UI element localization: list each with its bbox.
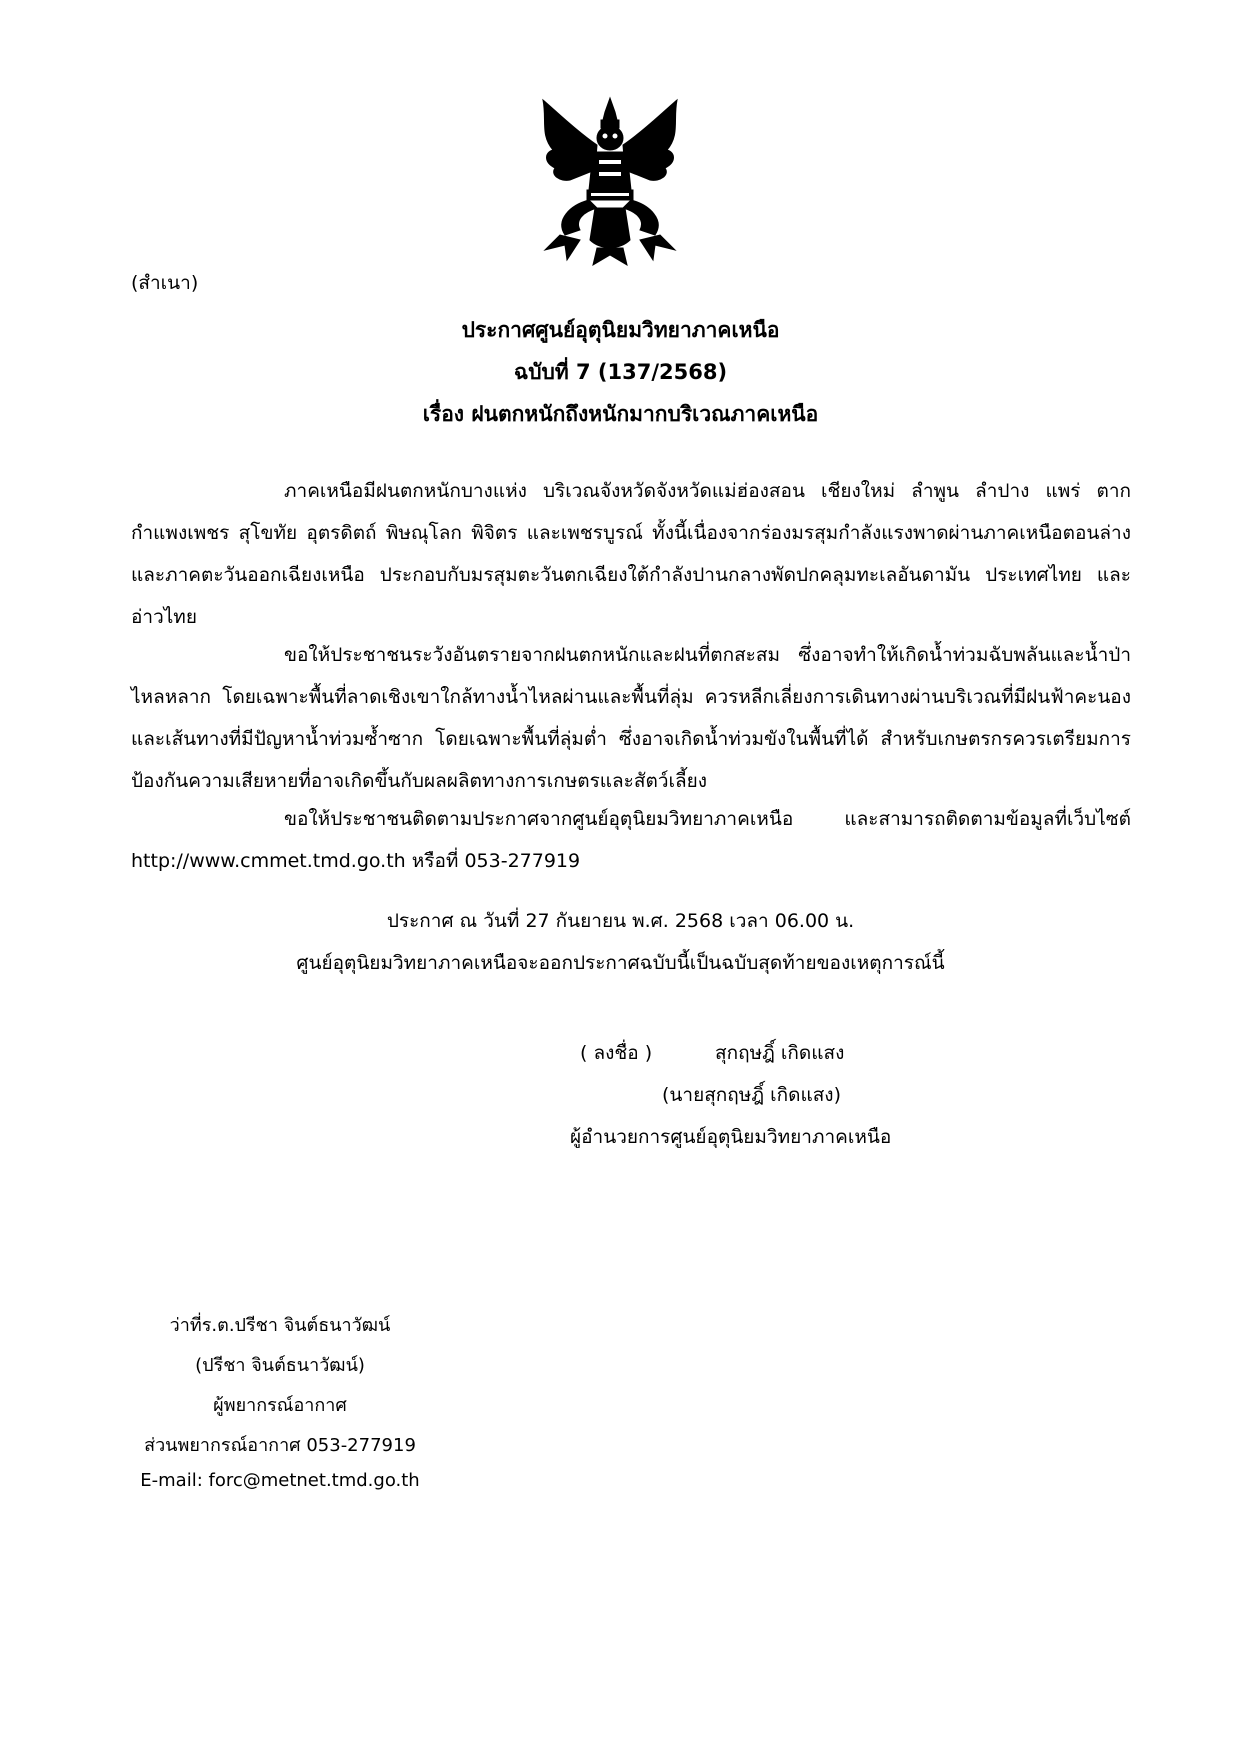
- announcement-date: ประกาศ ณ วันที่ 27 กันยายน พ.ศ. 2568 เวลา 06.00 น.: [386, 910, 855, 932]
- forecaster-position: ผู้พยากรณ์อากาศ: [213, 1395, 347, 1416]
- paragraph-3-text: ขอให้ประชาชนติดตามประกาศจากศูนย์อุตุนิยมวิทยาภาคเหนือ และสามารถติดตามข้อมูลที่เว็บไซต์ http://www.cmmet.tmd.go.th หรือที่ 053-277919: [131, 808, 1131, 872]
- signer-position: ผู้อำนวยการศูนย์อุตุนิยมวิทยาภาคเหนือ: [570, 1126, 892, 1148]
- forecaster-name: (ปรีชา จินต์ธนาวัฒน์): [195, 1355, 365, 1376]
- forecast-division-phone: ส่วนพยากรณ์อากาศ 053-277919: [144, 1435, 416, 1456]
- paragraph-1: [131, 470, 1131, 638]
- forecaster-title-name: ว่าที่ร.ต.ปรีชา จินต์ธนาวัฒน์: [169, 1315, 391, 1336]
- final-note: ศูนย์อุตุนิยมวิทยาภาคเหนือจะออกประกาศฉบับนี้เป็นฉบับสุดท้ายของเหตุการณ์นี้: [296, 952, 945, 974]
- forecast-email: E-mail: forc@metnet.tmd.go.th: [140, 1470, 420, 1491]
- paragraph-3: [131, 798, 1131, 882]
- paragraph-1-text: ภาคเหนือมีฝนตกหนักบางแห่ง บริเวณจังหวัดจังหวัดแม่ฮ่องสอน เชียงใหม่ ลำพูน ลำปาง แพร่ ตาก กำแพงเพชร สุโขทัย อุตรดิตถ์ พิษณุโลก พิจิตร และเพชรบูรณ์ ทั้งนี้เนื่องจากร่องมรสุมกำลังแรงพาดผ่านภาคเหนือตอนล่าง และภาคตะวันออกเฉียงเหนือ ประกอบกับมรสุมตะวันตกเฉียงใต้กำลังปานกลางพัดปกคลุมทะเลอันดามัน ประเทศไทย และอ่าวไทย: [131, 480, 1131, 628]
- signed-name: สุกฤษฎิ์ เกิดแสง: [715, 1042, 845, 1064]
- copy-label: (สำเนา): [131, 272, 199, 294]
- issue-number: ฉบับที่ 7 (137/2568): [513, 360, 728, 384]
- signed-label: ( ลงชื่อ ): [580, 1042, 653, 1064]
- announcement-subject: เรื่อง ฝนตกหนักถึงหนักมากบริเวณภาคเหนือ: [422, 402, 819, 426]
- paragraph-2-text: ขอให้ประชาชนระวังอันตรายจากฝนตกหนักและฝนที่ตกสะสม ซึ่งอาจทำให้เกิดน้ำท่วมฉับพลันและน้ำป่าไหลหลาก โดยเฉพาะพื้นที่ลาดเชิงเขาใกล้ทางน้ำไหลผ่านและพื้นที่ลุ่ม ควรหลีกเลี่ยงการเดินทางผ่านบริเวณที่มีฝนฟ้าคะนอง และเส้นทางที่มีปัญหาน้ำท่วมซ้ำซาก โดยเฉพาะพื้นที่ลุ่มต่ำ ซึ่งอาจเกิดน้ำท่วมขังในพื้นที่ได้ สำหรับเกษตรกรควรเตรียมการป้องกันความเสียหายที่อาจเกิดขึ้นกับผลผลิตทางการเกษตรและสัตว์เลี้ยง: [131, 644, 1131, 792]
- garuda-emblem: [525, 90, 695, 270]
- paragraph-2: [131, 634, 1131, 802]
- announcement-title: ประกาศศูนย์อุตุนิยมวิทยาภาคเหนือ: [461, 318, 780, 342]
- signer-full-name: (นายสุกฤษฎิ์ เกิดแสง): [662, 1084, 841, 1106]
